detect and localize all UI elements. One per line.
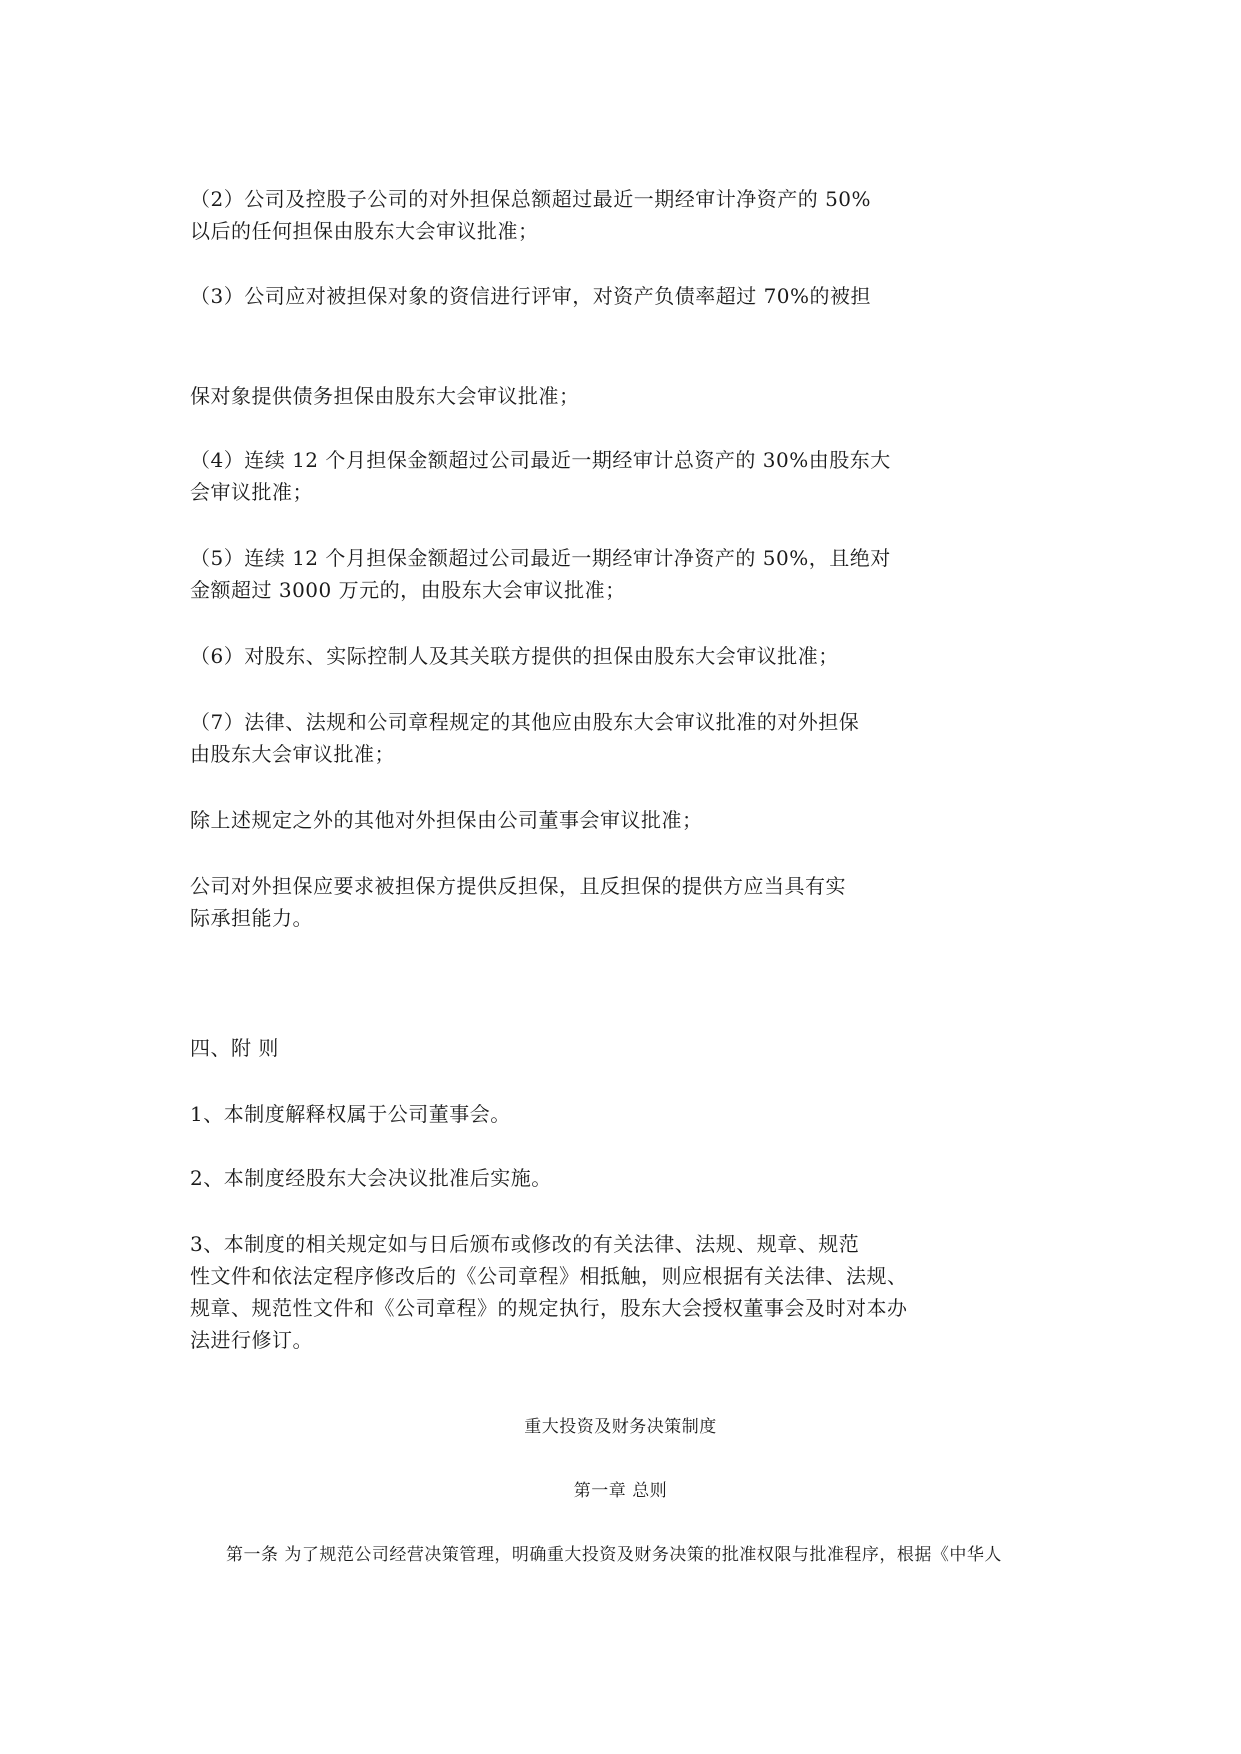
- clause-3-line-2: 保对象提供债务担保由股东大会审议批准；: [190, 384, 580, 408]
- counter-guarantee-line-1: 公司对外担保应要求被担保方提供反担保，且反担保的提供方应当具有实: [190, 874, 846, 898]
- clause-3-line-1: （3）公司应对被担保对象的资信进行评审，对资产负债率超过 70%的被担: [190, 284, 872, 308]
- appendix-item-3-line-4: 法进行修订。: [190, 1328, 313, 1352]
- clause-5-line-1: （5）连续 12 个月担保金额超过公司最近一期经审计净资产的 50%，且绝对: [190, 546, 891, 570]
- board-approval: 除上述规定之外的其他对外担保由公司董事会审议批准；: [190, 808, 703, 832]
- appendix-item-2: 2、本制度经股东大会决议批准后实施。: [190, 1166, 552, 1190]
- clause-6: （6）对股东、实际控制人及其关联方提供的担保由股东大会审议批准；: [190, 644, 839, 668]
- clause-4-line-1: （4）连续 12 个月担保金额超过公司最近一期经审计总资产的 30%由股东大: [190, 448, 891, 472]
- clause-2-line-1: （2）公司及控股子公司的对外担保总额超过最近一期经审计净资产的 50%: [190, 187, 872, 211]
- counter-guarantee-line-2: 际承担能力。: [190, 906, 313, 930]
- appendix-item-3-line-1: 3、本制度的相关规定如与日后颁布或修改的有关法律、法规、规章、规范: [190, 1232, 860, 1256]
- clause-4-line-2: 会审议批准；: [190, 480, 313, 504]
- appendix-item-3-line-2: 性文件和依法定程序修改后的《公司章程》相抵触，则应根据有关法律、法规、: [190, 1264, 908, 1288]
- chapter-heading: 第一章 总则: [573, 1481, 668, 1501]
- appendix-item-1: 1、本制度解释权属于公司董事会。: [190, 1102, 511, 1126]
- next-doc-title: 重大投资及财务决策制度: [524, 1417, 717, 1437]
- appendix-heading: 四、附 则: [190, 1036, 279, 1060]
- clause-5-line-2: 金额超过 3000 万元的，由股东大会审议批准；: [190, 578, 626, 602]
- appendix-item-3-line-3: 规章、规范性文件和《公司章程》的规定执行，股东大会授权董事会及时对本办: [190, 1296, 908, 1320]
- clause-2-line-2: 以后的任何担保由股东大会审议批准；: [190, 219, 539, 243]
- clause-7-line-2: 由股东大会审议批准；: [190, 742, 395, 766]
- clause-7-line-1: （7）法律、法规和公司章程规定的其他应由股东大会审议批准的对外担保: [190, 710, 860, 734]
- article-1: 第一条 为了规范公司经营决策管理，明确重大投资及财务决策的批准权限与批准程序，根据《中华人: [226, 1545, 1002, 1565]
